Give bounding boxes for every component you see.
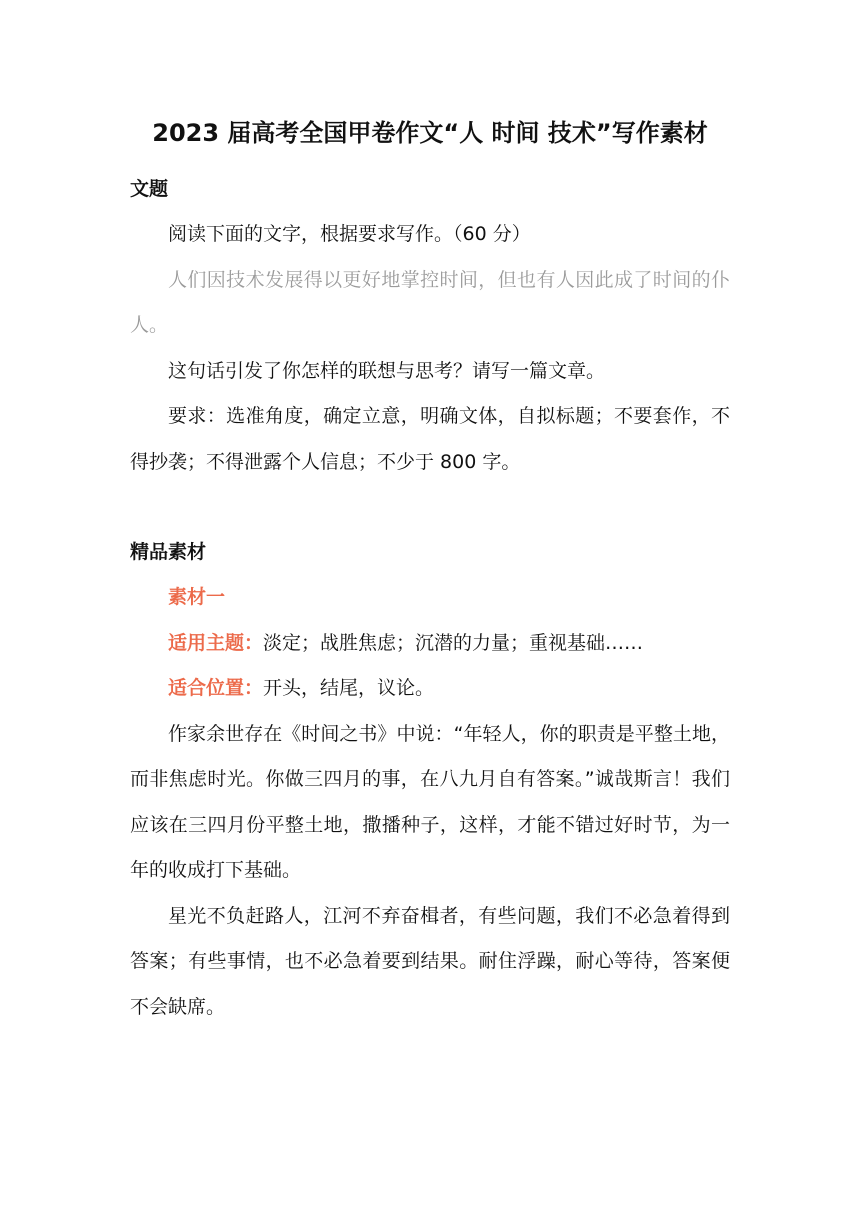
position-value: 开头，结尾，议论。 <box>263 677 435 699</box>
section-heading-prompt: 文题 <box>130 178 169 200</box>
prompt-requirements: 要求：选准角度，确定立意，明确文体，自拟标题；不要套作，不得抄袭；不得泄露个人信息；不少于 800 字。 <box>130 405 730 473</box>
prompt-quote: 人们因技术发展得以更好地掌控时间，但也有人因此成了时间的仆人。 <box>130 268 730 336</box>
prompt-instruction: 阅读下面的文字，根据要求写作。（60 分） <box>168 223 531 245</box>
material-paragraph-1: 作家余世存在《时间之书》中说：“年轻人，你的职责是平整土地，而非焦虑时光。你做三四月的事，在八九月自有答案。”诚哉斯言！我们应该在三四月份平整土地，撒播种子，这样，才能不错过好时节，为一年的收成打下基础。 <box>130 722 730 881</box>
document-title: 2023 届高考全国甲卷作文“人 时间 技术”写作素材 <box>152 119 708 147</box>
material-theme <box>130 621 730 667</box>
material-position <box>130 666 730 712</box>
material-title: 素材一 <box>168 586 226 608</box>
theme-value: 淡定；战胜焦虑；沉潜的力量；重视基础…… <box>263 631 644 654</box>
prompt-question: 这句话引发了你怎样的联想与思考？请写一篇文章。 <box>168 359 606 382</box>
material-paragraph-2: 星光不负赶路人，江河不弃奋楫者，有些问题，我们不必急着得到答案；有些事情，也不必急着要到结果。耐住浮躁，耐心等待，答案便不会缺席。 <box>130 904 730 1018</box>
position-label: 适合位置： <box>168 677 264 699</box>
section-heading-materials: 精品素材 <box>130 541 207 563</box>
theme-label: 适用主题： <box>168 631 264 654</box>
